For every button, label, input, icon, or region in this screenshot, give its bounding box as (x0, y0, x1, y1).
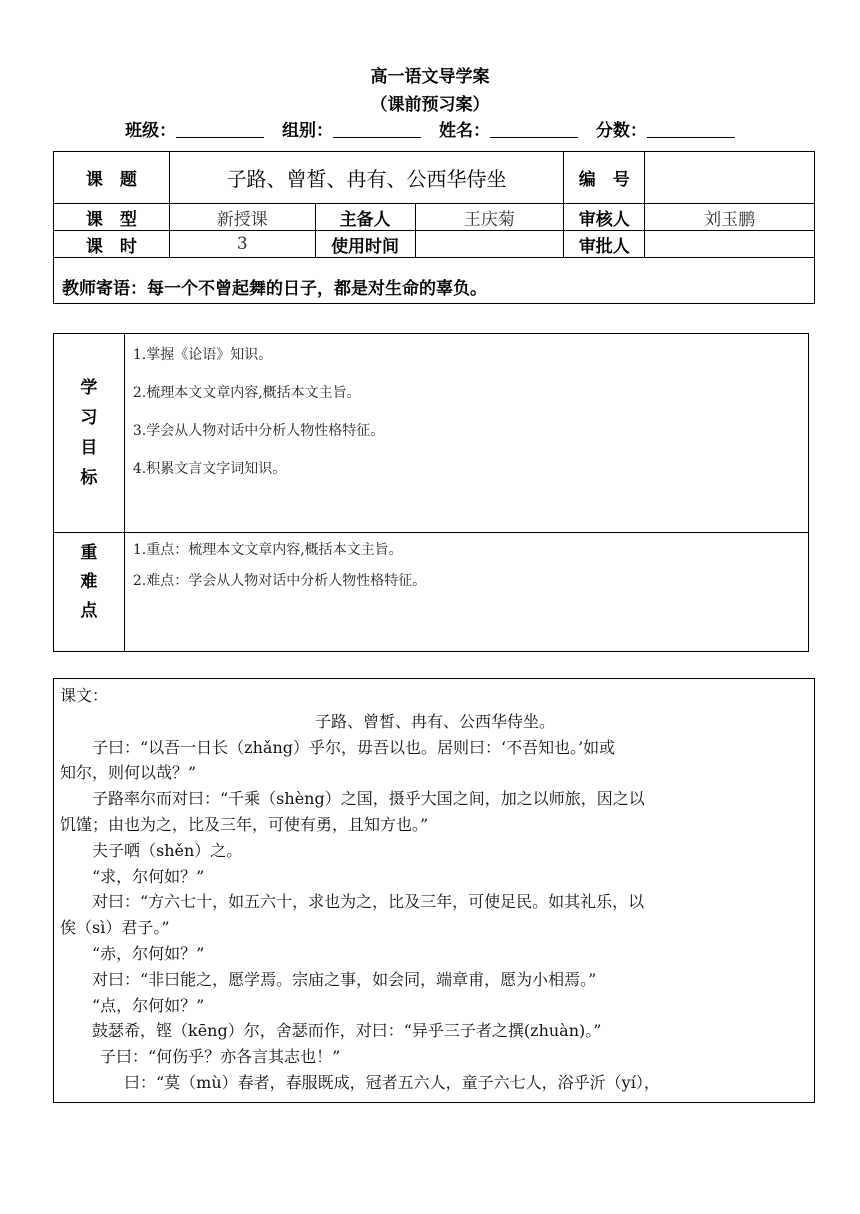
goals-list (124, 334, 808, 533)
text-line: 俟（sì）君子。” (60, 918, 170, 938)
hours-label: 课 时 (54, 231, 170, 258)
key-point-item: 2.难点：学会从人物对话中分析人物性格特征。 (132, 573, 427, 589)
group-label: 组别： (282, 121, 334, 141)
approver-value[interactable] (645, 231, 815, 258)
goals-label (54, 334, 125, 533)
group-blank[interactable] (333, 123, 421, 138)
text-section (53, 678, 815, 1103)
class-blank[interactable] (176, 123, 264, 138)
score-label: 分数： (595, 121, 647, 141)
reviewer-value: 刘玉鹏 (645, 204, 815, 231)
text-line: 饥馑；由也为之，比及三年，可使有勇，且知方也。” (60, 814, 429, 834)
goal-item: 3.学会从人物对话中分析人物性格特征。 (132, 423, 385, 439)
key-points-label (54, 533, 125, 652)
text-heading: 子路、曾皙、冉有、公西华侍坐。 (314, 711, 555, 731)
text-line: 曰：“莫（mù）春者，春服既成，冠者五六人，童子六七人，浴乎沂（yí）， (124, 1072, 660, 1092)
group-field[interactable] (282, 116, 421, 141)
lesson-info-table (53, 151, 815, 304)
name-blank[interactable] (490, 123, 578, 138)
reviewer-label: 审核人 (564, 204, 645, 231)
use-time-value[interactable] (415, 231, 564, 258)
text-line: “赤，尔何如？” (92, 943, 205, 963)
text-line: 子曰：“以吾一日长（zhǎng）乎尔，毋吾以也。居则曰：‘不吾知也。’如或 (92, 737, 616, 757)
goals-label-char: 目 (80, 438, 98, 458)
class-label: 班级： (125, 121, 177, 141)
name-field[interactable] (439, 116, 578, 141)
student-info-row (0, 116, 860, 141)
approver-label: 审批人 (564, 231, 645, 258)
type-label: 课 型 (54, 204, 170, 231)
goals-label-char: 学 (80, 378, 98, 398)
text-label: 课文： (60, 686, 109, 705)
topic-value: 子路、曾皙、冉有、公西华侍坐 (169, 152, 563, 204)
lead-label: 主备人 (315, 204, 415, 231)
class-field[interactable] (125, 116, 264, 141)
number-label: 编 号 (564, 152, 645, 204)
key-label-char: 难 (80, 572, 98, 592)
score-field[interactable] (596, 116, 735, 141)
key-label-char: 重 (80, 543, 98, 563)
key-point-item: 1.重点：梳理本文文章内容,概括本文主旨。 (132, 542, 403, 558)
type-value: 新授课 (169, 204, 315, 231)
number-value[interactable] (645, 152, 815, 204)
text-line: 鼓瑟希，铿（kēng）尔，舍瑟而作，对曰：“异乎三子者之撰(zhuàn)。” (92, 1021, 602, 1041)
text-line: 子曰：“何伤乎？亦各言其志也！” (100, 1047, 341, 1067)
page-title: 高一语文导学案 (370, 67, 490, 87)
text-line: 对曰：“非曰能之，愿学焉。宗庙之事，如会同，端章甫，愿为小相焉。” (92, 969, 597, 989)
key-points-list (124, 533, 808, 652)
text-line: 子路率尔而对曰：“千乘（shèng）之国，摄乎大国之间，加之以师旅，因之以 (92, 789, 645, 809)
text-line: 夫子哂（shěn）之。 (92, 840, 243, 860)
use-time-label: 使用时间 (315, 231, 415, 258)
name-label: 姓名： (438, 121, 490, 141)
text-line: “求，尔何如？” (92, 866, 205, 886)
goal-item: 2.梳理本文文章内容,概括本文主旨。 (132, 385, 361, 401)
text-body (54, 679, 814, 1096)
goals-label-char: 习 (80, 408, 98, 428)
hours-value: 3 (169, 231, 315, 258)
score-blank[interactable] (647, 123, 735, 138)
teacher-message: 教师寄语：每一个不曾起舞的日子，都是对生命的辜负。 (54, 258, 815, 304)
text-line: 对曰：“方六七十，如五六十，求也为之，比及三年，可使足民。如其礼乐，以 (92, 892, 645, 912)
goal-item: 4.积累文言文字词知识。 (132, 461, 287, 477)
text-line: “点，尔何如？” (92, 995, 205, 1015)
text-line: 知尔，则何以哉？” (60, 763, 197, 783)
goals-label-char: 标 (80, 468, 98, 488)
goal-item: 1.掌握《论语》知识。 (132, 347, 273, 363)
lead-value: 王庆菊 (415, 204, 564, 231)
topic-label: 课 题 (54, 152, 170, 204)
page-subtitle: （课前预习案） (370, 95, 490, 115)
goals-table (53, 333, 809, 652)
key-label-char: 点 (80, 601, 98, 621)
